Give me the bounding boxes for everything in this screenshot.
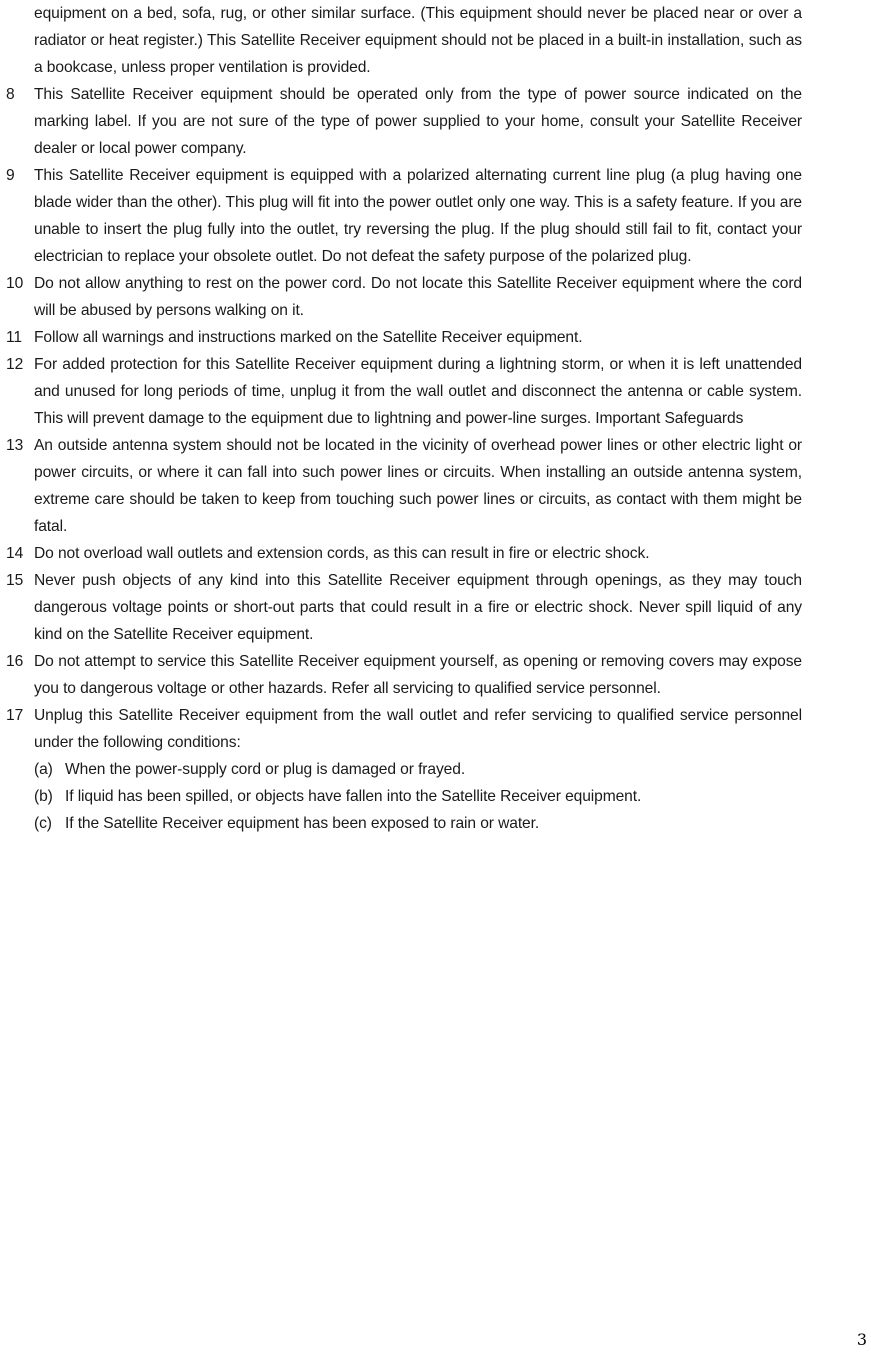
- item-number: 14: [6, 545, 24, 562]
- list-item: [6, 324, 802, 351]
- condition-label: (b): [34, 788, 53, 805]
- condition-label: (a): [34, 761, 53, 778]
- list-item: [6, 567, 802, 648]
- condition-text: If liquid has been spilled, or objects have fallen into the Satellite Receiver equipment.: [65, 788, 642, 805]
- list-item: [6, 648, 802, 702]
- list-item: [6, 351, 802, 432]
- item-text: Do not attempt to service this Satellite Receiver equipment yourself, as opening or removing covers may expose you to dangerous voltage or other hazards. Refer all servicing to qualified service personnel.: [34, 653, 802, 697]
- item-text: This Satellite Receiver equipment is equipped with a polarized alternating current line plug (a plug having one blade wider than the other). This plug will fit into the power outlet only one way. This is a safety feature. If you are unable to insert the plug fully into the outlet, try reversing the plug. If the plug should still fail to fit, contact your electrician to replace your obsolete outlet. Do not defeat the safety purpose of the polarized plug.: [34, 167, 802, 265]
- item-number: 8: [6, 86, 15, 103]
- condition-label: (c): [34, 815, 52, 832]
- item-text: Follow all warnings and instructions marked on the Satellite Receiver equipment.: [34, 329, 583, 346]
- list-item: [6, 162, 802, 270]
- item-text: For added protection for this Satellite Receiver equipment during a lightning storm, or when it is left unattended and unused for long periods of time, unplug it from the wall outlet and disconnect the antenna or cable system. This will prevent damage to the equipment due to lightning and power-line surges. Important Safeguards: [34, 356, 802, 427]
- item-number: 16: [6, 653, 24, 670]
- item-number: 9: [6, 167, 15, 184]
- condition-item: [34, 810, 802, 837]
- safety-instructions: [6, 0, 802, 837]
- item-number: 10: [6, 275, 24, 292]
- list-item: [6, 270, 802, 324]
- item-number: 13: [6, 437, 24, 454]
- item-text: Do not allow anything to rest on the power cord. Do not locate this Satellite Receiver equipment where the cord will be abused by persons walking on it.: [34, 275, 802, 319]
- condition-text: When the power-supply cord or plug is damaged or frayed.: [65, 761, 466, 778]
- page-number: 3: [856, 1330, 867, 1349]
- condition-text: If the Satellite Receiver equipment has been exposed to rain or water.: [65, 815, 540, 832]
- condition-item: [34, 756, 802, 783]
- intro-paragraph: equipment on a bed, sofa, rug, or other similar surface. (This equipment should never be placed near or over a radiator or heat register.) This Satellite Receiver equipment should not be placed in a built-in installation, such as a bookcase, unless proper ventilation is provided.: [34, 5, 802, 76]
- item-number: 17: [6, 707, 24, 724]
- item-number: 11: [6, 329, 22, 346]
- item-text: Never push objects of any kind into this Satellite Receiver equipment through openings, as they may touch dangerous voltage points or short-out parts that could result in a fire or electric shock. Never spill liquid of any kind on the Satellite Receiver equipment.: [34, 572, 802, 643]
- item-number: 12: [6, 356, 24, 373]
- item-text: Do not overload wall outlets and extension cords, as this can result in fire or electric shock.: [34, 545, 650, 562]
- condition-item: [34, 783, 802, 810]
- list-item: [6, 432, 802, 540]
- item-text: An outside antenna system should not be located in the vicinity of overhead power lines or other electric light or power circuits, or where it can fall into such power lines or circuits. When installing an outside antenna system, extreme care should be taken to keep from touching such power lines or circuits, as contact with them might be fatal.: [34, 437, 802, 535]
- item-text: This Satellite Receiver equipment should be operated only from the type of power source indicated on the marking label. If you are not sure of the type of power supplied to your home, consult your Satellite Receiver dealer or local power company.: [34, 86, 802, 157]
- list-item: [6, 702, 802, 837]
- item-text: Unplug this Satellite Receiver equipment from the wall outlet and refer servicing to qualified service personnel under the following conditions:: [34, 707, 802, 751]
- list-item: [6, 81, 802, 162]
- list-item: [6, 540, 802, 567]
- item-number: 15: [6, 572, 24, 589]
